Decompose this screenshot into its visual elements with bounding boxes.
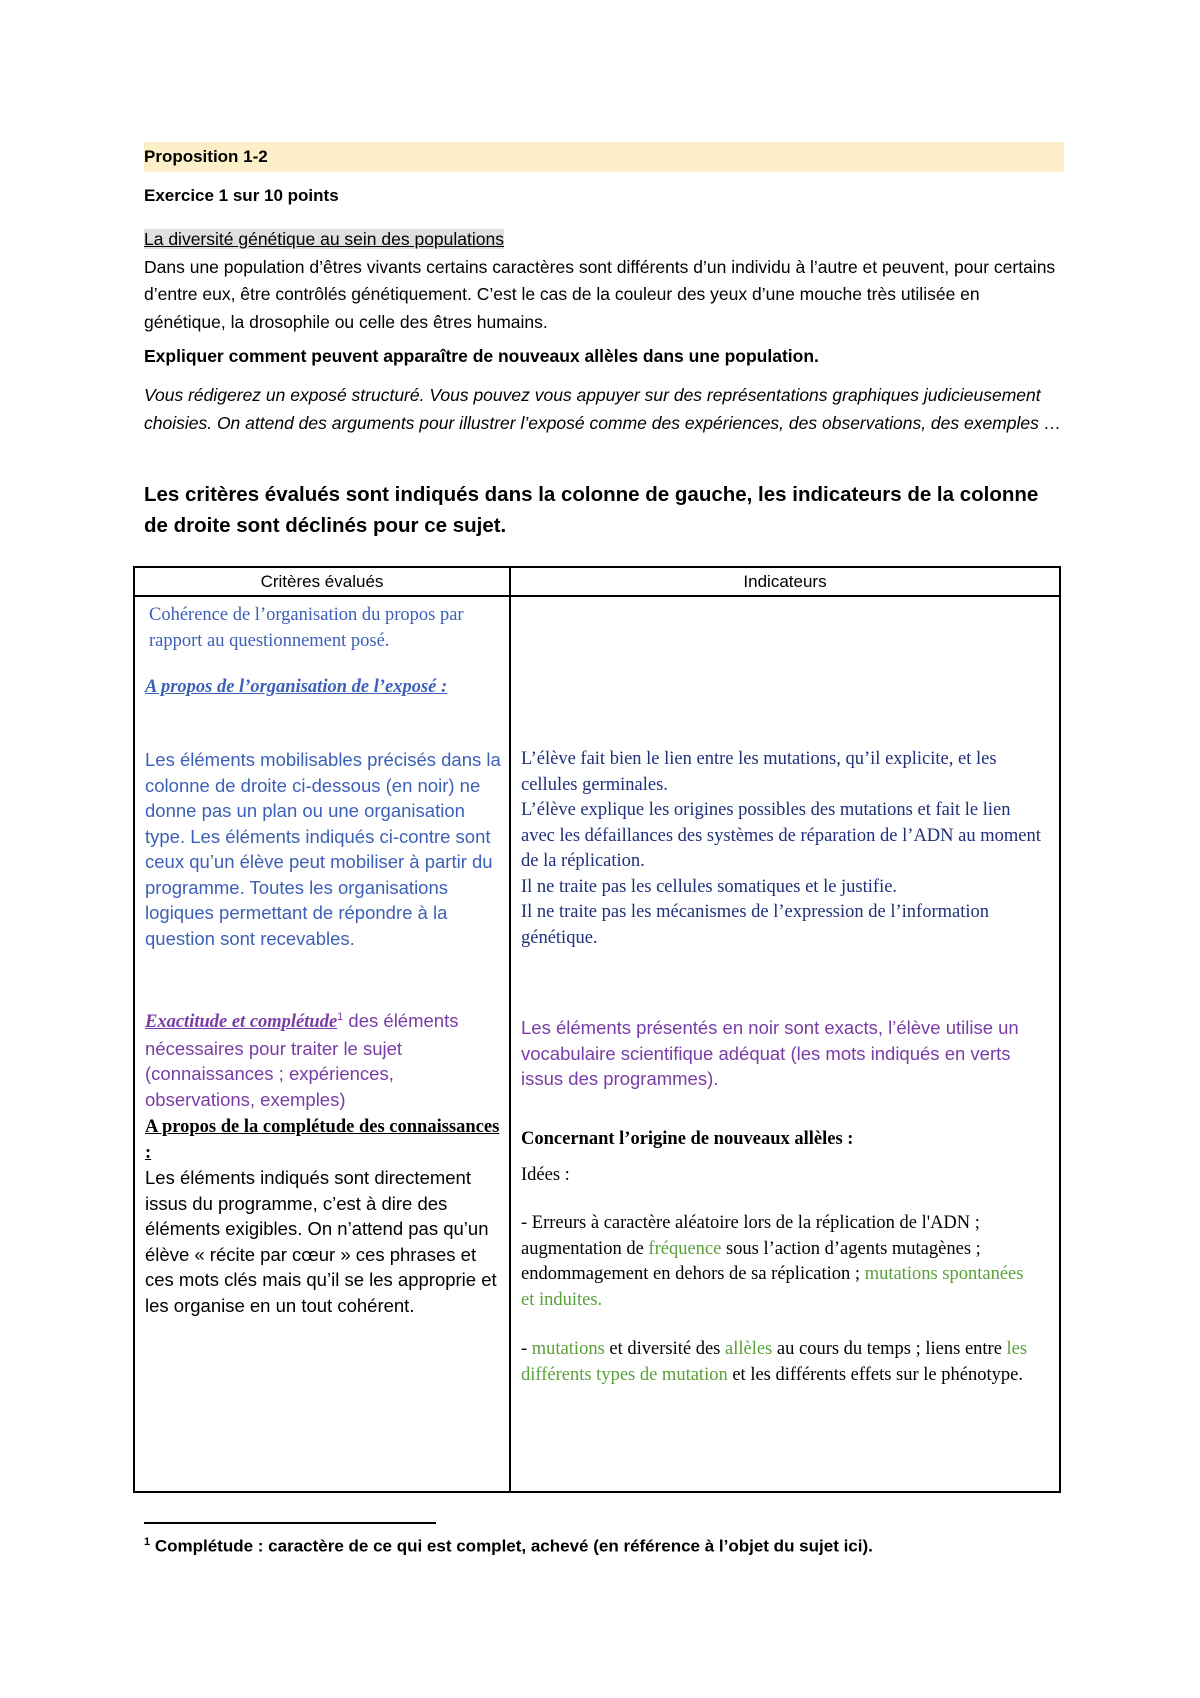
col-header-indicators: Indicateurs: [510, 567, 1060, 596]
footnote-number: 1: [144, 1536, 151, 1548]
idea-1: - Erreurs à caractère aléatoire lors de la réplication de l'ADN ; augmentation de fréquence sous l’action d’agents mutagènes ; endommagement en dehors de sa réplication ; mutations spontanées et induites.: [521, 1213, 1024, 1310]
exactitude-text: des éléments nécessaires pour traiter le sujet (connaissances ; expériences, observations, exemples): [145, 1010, 459, 1110]
organisation-heading: A propos de l’organisation de l’exposé :: [145, 677, 448, 697]
origin-heading: Concernant l’origine de nouveaux allèles :: [521, 1129, 854, 1149]
proposition-banner: Proposition 1-2: [144, 142, 1064, 172]
footnote: [144, 1536, 873, 1557]
coherence-text: Cohérence de l’organisation du propos par rapport au questionnement posé.: [149, 605, 464, 651]
keyword-mutations: mutations: [531, 1339, 605, 1359]
indicator-origins: L’élève explique les origines possibles des mutations et fait le lien avec les défaillances des systèmes de réparation de l’ADN au moment de la réplication.: [521, 800, 1041, 871]
criteria-cell: [134, 596, 510, 1492]
question: Expliquer comment peuvent apparaître de nouveaux allèles dans une population.: [144, 346, 819, 366]
instructions: Vous rédigerez un exposé structuré. Vous pouvez vous appuyer sur des représentations graphiques judicieusement choisies. On attend des arguments pour illustrer l’exposé comme des expériences, des observations, des exemples …: [144, 385, 1062, 433]
ideas-label: Idées :: [521, 1165, 570, 1185]
exercise-title: Exercice 1 sur 10 points: [144, 186, 339, 205]
organisation-text: Les éléments mobilisables précisés dans la colonne de droite ci-dessous (en noir) ne donne pas un plan ou une organisation type. Les éléments indiqués ci-contre sont ceux qu’un élève peut mobiliser à partir du programme. Toutes les organisations logiques permettant de répondre à la question sont recevables.: [145, 749, 501, 949]
keyword-frequence: fréquence: [648, 1238, 722, 1259]
intro-paragraph: Dans une population d’êtres vivants certains caractères sont différents d’un individu à l’autre et peuvent, pour certains d’entre eux, être contrôlés génétiquement. C’est le cas de la couleur des yeux d’une mouche très utilisée en génétique, la drosophile ou celle des êtres humains.: [144, 256, 1056, 332]
criteria-table: [133, 566, 1061, 1493]
completude-heading: A propos de la complétude des connaissances :: [145, 1117, 500, 1163]
indicator-germinal: L’élève fait bien le lien entre les mutations, qu’il explicite, et les cellules germinales.: [521, 749, 997, 795]
exactitude-block: [145, 1005, 505, 1112]
exactitude-indicator: Les éléments présentés en noir sont exacts, l’élève utilise un vocabulaire scientifique adéquat (les mots indiqués en verts issus des programmes).: [521, 1017, 1019, 1089]
subject-title: La diversité génétique au sein des populations: [144, 229, 504, 249]
keyword-alleles: allèles: [725, 1339, 773, 1359]
criteria-note: Les critères évalués sont indiqués dans la colonne de gauche, les indicateurs de la colonne de droite sont déclinés pour ce sujet.: [144, 483, 1039, 537]
completude-text: Les éléments indiqués sont directement issus du programme, c’est à dire des éléments exigibles. On n’attend pas qu’un élève « récite par cœur » ces phrases et ces mots clés mais qu’il se les approprie et les organise en un tout cohérent.: [145, 1167, 497, 1316]
col-header-criteria: Critères évalués: [134, 567, 510, 596]
idea-2: - mutations et diversité des allèles au cours du temps ; liens entre les différents types de mutation et les différents effets sur le phénotype.: [521, 1339, 1028, 1385]
keyword-types-mutation: les différents types de mutation: [521, 1339, 1028, 1385]
footnote-ref: 1: [337, 1011, 344, 1023]
footnote-separator: [144, 1522, 436, 1524]
organisation-indicators: [521, 747, 1041, 951]
indicator-expression: Il ne traite pas les mécanismes de l’expression de l’information génétique.: [521, 902, 990, 948]
intro-block: [144, 226, 1064, 336]
indicators-cell: [510, 596, 1060, 1492]
indicator-somatic: Il ne traite pas les cellules somatiques et le justifie.: [521, 876, 898, 897]
footnote-text: Complétude : caractère de ce qui est complet, achevé (en référence à l’objet du sujet ici).: [150, 1536, 873, 1556]
keyword-mutations-spontanees: mutations spontanées et induites.: [521, 1264, 1024, 1310]
exactitude-heading: Exactitude et complétude: [145, 1012, 338, 1033]
